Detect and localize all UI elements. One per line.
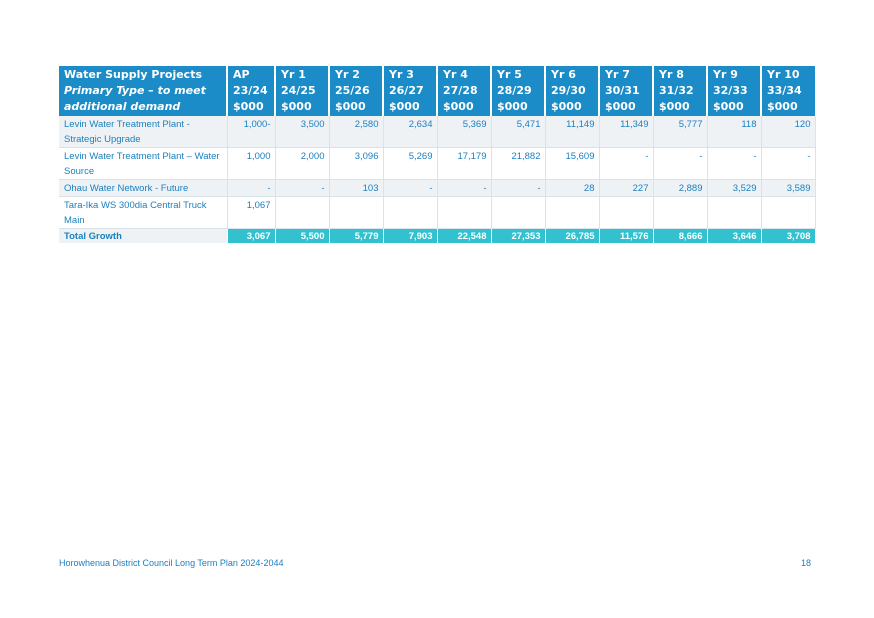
- table-cell: [599, 197, 653, 229]
- header-col-label: Yr 8: [659, 68, 684, 81]
- page-number: 18: [800, 558, 811, 568]
- table-cell: 5,269: [383, 148, 437, 180]
- header-col-year: 30/31: [605, 84, 640, 97]
- project-name: Ohau Water Network - Future: [59, 180, 227, 197]
- table-cell: -: [227, 180, 275, 197]
- header-col-label: Yr 2: [335, 68, 360, 81]
- header-col-year: 27/28: [443, 84, 478, 97]
- table-cell: -: [707, 148, 761, 180]
- table-cell: [653, 197, 707, 229]
- table-cell: [491, 197, 545, 229]
- table-cell: 11,149: [545, 116, 599, 148]
- header-title: Water Supply Projects: [64, 68, 203, 81]
- table-row: [59, 148, 815, 180]
- table-cell: 1,067: [227, 197, 275, 229]
- header-col-label: Yr 7: [605, 68, 630, 81]
- total-cell: 22,548: [437, 229, 491, 244]
- table-cell: 227: [599, 180, 653, 197]
- table-cell: 2,889: [653, 180, 707, 197]
- header-col-unit: $000: [605, 100, 636, 113]
- header-col-label: Yr 1: [281, 68, 306, 81]
- table-cell: [761, 197, 815, 229]
- table-cell: -: [491, 180, 545, 197]
- header-col-label: Yr 9: [713, 68, 738, 81]
- header-col-unit: $000: [281, 100, 312, 113]
- header-project-column: [59, 66, 227, 116]
- table-cell: [707, 197, 761, 229]
- table-cell: 21,882: [491, 148, 545, 180]
- header-col-year: 25/26: [335, 84, 370, 97]
- project-name: Levin Water Treatment Plant – Water Source: [59, 148, 227, 180]
- table-cell: -: [761, 148, 815, 180]
- header-subtitle-line1: Primary Type – to meet: [64, 84, 206, 97]
- header-col-yr5: [491, 66, 545, 116]
- table-row: [59, 197, 815, 229]
- header-col-unit: $000: [443, 100, 474, 113]
- header-subtitle-line2: additional demand: [64, 100, 181, 113]
- header-col-label: Yr 4: [443, 68, 468, 81]
- header-col-unit: $000: [335, 100, 366, 113]
- table-cell: -: [599, 148, 653, 180]
- total-cell: 26,785: [545, 229, 599, 244]
- table-cell: 5,777: [653, 116, 707, 148]
- header-col-unit: $000: [497, 100, 528, 113]
- header-col-year: 24/25: [281, 84, 316, 97]
- project-name: Levin Water Treatment Plant - Strategic Upgrade: [59, 116, 227, 148]
- header-col-unit: $000: [551, 100, 582, 113]
- table-cell: [545, 197, 599, 229]
- table-cell: -: [437, 180, 491, 197]
- table-cell: 2,000: [275, 148, 329, 180]
- total-cell: 3,646: [707, 229, 761, 244]
- header-col-label: Yr 6: [551, 68, 576, 81]
- header-col-unit: $000: [713, 100, 744, 113]
- header-col-yr8: [653, 66, 707, 116]
- table-cell: [383, 197, 437, 229]
- header-col-label: Yr 10: [767, 68, 800, 81]
- header-col-unit: $000: [659, 100, 690, 113]
- table-cell: 1,000: [227, 148, 275, 180]
- total-cell: 3,708: [761, 229, 815, 244]
- table-cell: 28: [545, 180, 599, 197]
- header-col-unit: $000: [767, 100, 798, 113]
- total-label: Total Growth: [59, 229, 227, 244]
- total-cell: 11,576: [599, 229, 653, 244]
- total-cell: 3,067: [227, 229, 275, 244]
- table-cell: 120: [761, 116, 815, 148]
- table-cell: 15,609: [545, 148, 599, 180]
- total-row: [59, 229, 815, 244]
- header-col-yr1: [275, 66, 329, 116]
- water-supply-projects-table: [59, 66, 816, 243]
- total-cell: 8,666: [653, 229, 707, 244]
- header-col-year: 23/24: [233, 84, 268, 97]
- header-col-unit: $000: [389, 100, 420, 113]
- header-col-yr7: [599, 66, 653, 116]
- table-cell: 2,634: [383, 116, 437, 148]
- header-col-year: 32/33: [713, 84, 748, 97]
- table-cell: 2,580: [329, 116, 383, 148]
- table-cell: 5,471: [491, 116, 545, 148]
- table-cell: 5,369: [437, 116, 491, 148]
- table-cell: -: [653, 148, 707, 180]
- footer-document-title: Horowhenua District Council Long Term Plan 2024-2044: [59, 558, 284, 568]
- table-cell: -: [383, 180, 437, 197]
- table-cell: [437, 197, 491, 229]
- table-cell: [275, 197, 329, 229]
- header-col-yr6: [545, 66, 599, 116]
- header-col-yr2: [329, 66, 383, 116]
- table-cell: 103: [329, 180, 383, 197]
- table-cell: 17,179: [437, 148, 491, 180]
- header-col-year: 29/30: [551, 84, 586, 97]
- total-cell: 7,903: [383, 229, 437, 244]
- table-cell: [329, 197, 383, 229]
- table-row: [59, 116, 815, 148]
- header-col-ap: [227, 66, 275, 116]
- header-col-unit: $000: [233, 100, 264, 113]
- table-cell: 3,096: [329, 148, 383, 180]
- header-col-year: 28/29: [497, 84, 532, 97]
- table-cell: 1,000-: [227, 116, 275, 148]
- header-col-year: 33/34: [767, 84, 802, 97]
- header-col-yr4: [437, 66, 491, 116]
- table-cell: 3,500: [275, 116, 329, 148]
- table-row: [59, 180, 815, 197]
- total-cell: 27,353: [491, 229, 545, 244]
- project-name: Tara-Ika WS 300dia Central Truck Main: [59, 197, 227, 229]
- table-cell: -: [275, 180, 329, 197]
- header-col-yr3: [383, 66, 437, 116]
- table-cell: 3,589: [761, 180, 815, 197]
- header-col-year: 26/27: [389, 84, 424, 97]
- total-cell: 5,500: [275, 229, 329, 244]
- table-cell: 118: [707, 116, 761, 148]
- total-cell: 5,779: [329, 229, 383, 244]
- table-header-row: [59, 66, 815, 116]
- header-col-label: Yr 5: [497, 68, 522, 81]
- table-cell: 3,529: [707, 180, 761, 197]
- header-col-label: AP: [233, 68, 250, 81]
- header-col-yr10: [761, 66, 815, 116]
- header-col-label: Yr 3: [389, 68, 414, 81]
- header-col-yr9: [707, 66, 761, 116]
- header-col-year: 31/32: [659, 84, 694, 97]
- table-cell: 11,349: [599, 116, 653, 148]
